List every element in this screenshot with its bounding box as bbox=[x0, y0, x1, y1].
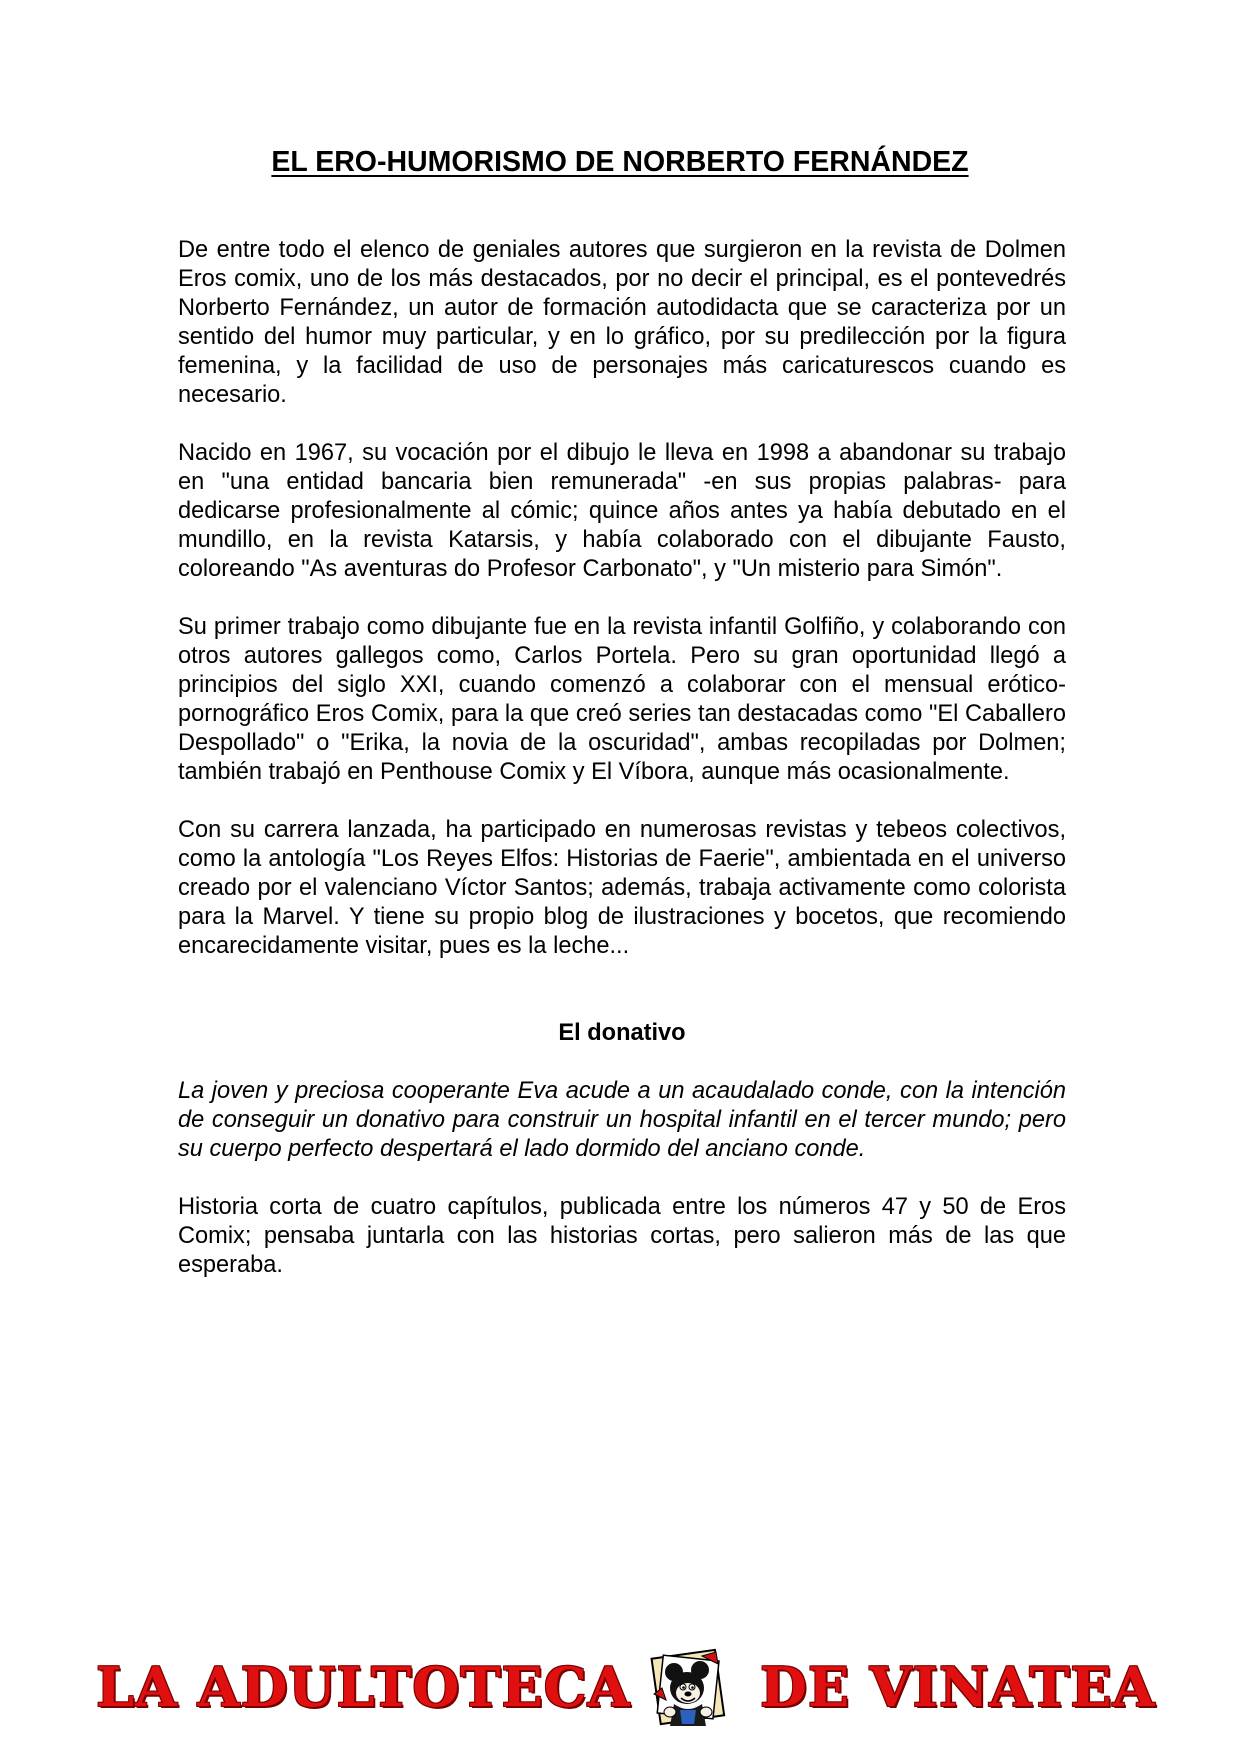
paragraph-career: Su primer trabajo como dibujante fue en la revista infantil Golfiño, y colaborando con otros autores gallegos como, Carlos Portela. Pero su gran oportunidad llegó a principios del siglo XXI, cuando comenzó a colaborar con el mensual erótico-pornográfico Eros Comix, para la que creó series tan destacadas como "El Caballero Despollado" o "Erika, la novia de la oscuridad", ambas recopiladas por Dolmen; también trabajó en Penthouse Comix y El Víbora, aunque más ocasionalmente. bbox=[178, 614, 1066, 785]
paragraph-intro: De entre todo el elenco de geniales autores que surgieron en la revista de Dolmen Eros comix, uno de los más destacados, por no decir el principal, es el pontevedrés Norberto Fernández, un autor de formación autodidacta que se caracteriza por un sentido del humor muy particular, y en lo gráfico, por su predilección por la figura femenina, y la facilidad de uso de personajes más caricaturescos cuando es necesario. bbox=[178, 237, 1066, 408]
page-title: EL ERO-HUMORISMO DE NORBERTO FERNÁNDEZ bbox=[271, 146, 969, 178]
article-body bbox=[178, 236, 1066, 1280]
footer-left-text: LA ADULTOTECA bbox=[96, 1655, 631, 1719]
section-note: Historia corta de cuatro capítulos, publicada entre los números 47 y 50 de Eros Comix; pensaba juntarla con las historias cortas, pero salieron más de las que esperaba. bbox=[178, 1194, 1066, 1278]
section-synopsis: La joven y preciosa cooperante Eva acude a un acaudalado conde, con la intención de conseguir un donativo para construir un hospital infantil en el tercer mundo; pero su cuerpo perfecto despertará el lado dormido del anciano conde. bbox=[178, 1078, 1066, 1162]
cartoon-mascot-logo-icon bbox=[646, 1648, 730, 1730]
paragraph-biography: Nacido en 1967, su vocación por el dibujo le lleva en 1998 a abandonar su trabajo en "una entidad bancaria bien remunerada" -en sus propias palabras- para dedicarse profesionalmente al cómic; quince años antes ya había debutado en el mundillo, en la revista Katarsis, y había colaborado con el dibujante Fausto, coloreando "As aventuras do Profesor Carbonato", y "Un misterio para Simón". bbox=[178, 440, 1066, 582]
footer-right-text: DE VINATEA bbox=[760, 1655, 1156, 1719]
footer-banner bbox=[0, 1644, 1240, 1730]
section-heading: El donativo bbox=[558, 1020, 686, 1046]
paragraph-recent-work: Con su carrera lanzada, ha participado en numerosas revistas y tebeos colectivos, como la antología "Los Reyes Elfos: Historias de Faerie", ambientada en el universo creado por el valenciano Víctor Santos; además, trabaja activamente como colorista para la Marvel. Y tiene su propio blog de ilustraciones y bocetos, que recomiendo encarecidamente visitar, pues es la leche... bbox=[178, 817, 1066, 959]
